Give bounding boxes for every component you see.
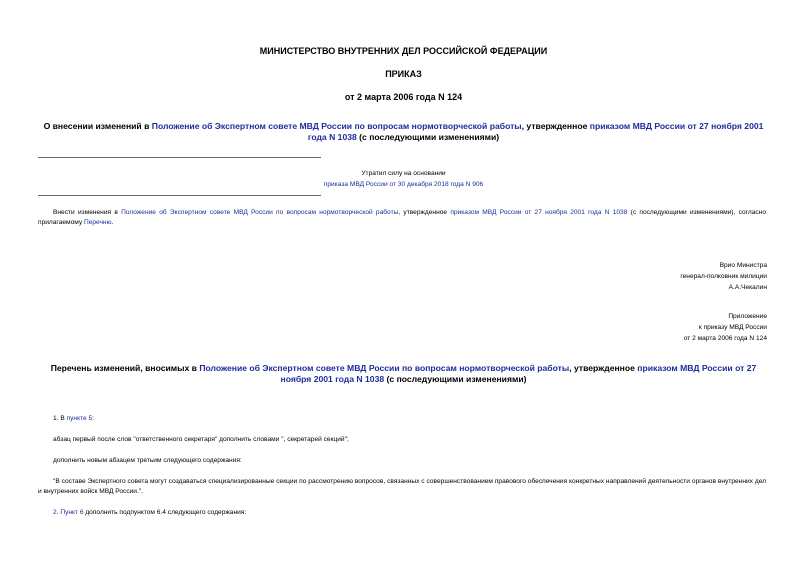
item-2-prefix: 2. [53,509,61,516]
item-1-c: "В составе Экспертного совета могут создаваться специализированные секции по рассмотрению вопросов, связанных с совершенствованием правового обеспечения конкретных направлений деятельности органов внутренних дел и внутренних войск МВД России.". [38,478,766,495]
signature-rank: генерал-полковник милиции [680,273,767,280]
list-title-suffix: (с последующими изменениями) [384,374,527,384]
document-title [0,121,807,143]
doc-date-number: от 2 марта 2006 года N 124 [344,92,463,102]
title-link-regulation[interactable]: Положение об Экспертном совете МВД России по вопросам нормотворческой работы [151,121,522,131]
divider-bottom [38,195,321,196]
title-suffix: (с последующими изменениями) [356,132,500,142]
item-2-link-point6[interactable]: Пункт 6 [60,509,84,516]
body-link-list[interactable]: Перечню [83,219,112,226]
item-1 [38,414,766,424]
item-1-a: абзац первый после слов "ответственного секретаря" дополнить словами ", секретарей секций"; [53,436,349,443]
body-paragraph [38,208,766,228]
signature-position: Врио Министра [719,262,767,269]
appendix-block [567,311,767,344]
list-title-link-regulation[interactable]: Положение об Экспертном совете МВД России по вопросам нормотворческой работы [199,363,570,373]
list-title [0,363,807,385]
signature-name: А.А.Чекалин [728,284,767,291]
title-middle: , утвержденное [521,121,590,131]
body-link-regulation[interactable]: Положение об Экспертном совете МВД России по вопросам нормотворческой работы [121,209,399,216]
item-1-b: дополнить новым абзацем третьим следующего содержания: [53,457,242,464]
appendix-ref: к приказу МВД России [698,324,767,331]
body-text-suffix: (с последующими изменениями), согласно прилагаемому [38,209,766,226]
appendix-date: от 2 марта 2006 года N 124 [683,335,767,342]
item-2 [38,508,766,518]
status-text: Утратил силу на основании [361,170,446,177]
list-title-middle: , утвержденное [569,363,638,373]
title-prefix: О внесении изменений в [43,121,152,131]
body-text-prefix: Внести изменения в [53,209,122,216]
body-text-middle: , утвержденное [398,209,451,216]
item-1-prefix: 1. В [53,415,67,422]
body-text-end: . [111,219,114,226]
appendix-label: Приложение [728,313,767,320]
body-link-order[interactable]: приказом МВД России от 27 ноября 2001 года N 1038 [450,209,628,216]
ministry-heading: МИНИСТЕРСТВО ВНУТРЕННИХ ДЕЛ РОССИЙСКОЙ ФЕДЕРАЦИИ [259,46,548,56]
signature-block [567,260,767,293]
item-1-link-point5[interactable]: пункте 5 [66,415,93,422]
item-1-suffix: : [92,415,94,422]
title-link-order[interactable]: приказом МВД России от 27 ноября 2001 года N 1038 [307,121,764,142]
status-link-wrap [0,181,807,188]
doc-type-heading: ПРИКАЗ [385,69,422,79]
list-title-prefix: Перечень изменений, вносимых в [50,363,200,373]
item-2-suffix: дополнить подпунктом 6.4 следующего содержания: [83,509,247,516]
list-title-link-order[interactable]: приказом МВД России от 27 ноября 2001 года N 1038 [280,363,757,384]
divider-top [38,157,321,158]
status-link-repeal-order[interactable]: приказа МВД России от 30 декабря 2018 года N 906 [323,181,484,188]
